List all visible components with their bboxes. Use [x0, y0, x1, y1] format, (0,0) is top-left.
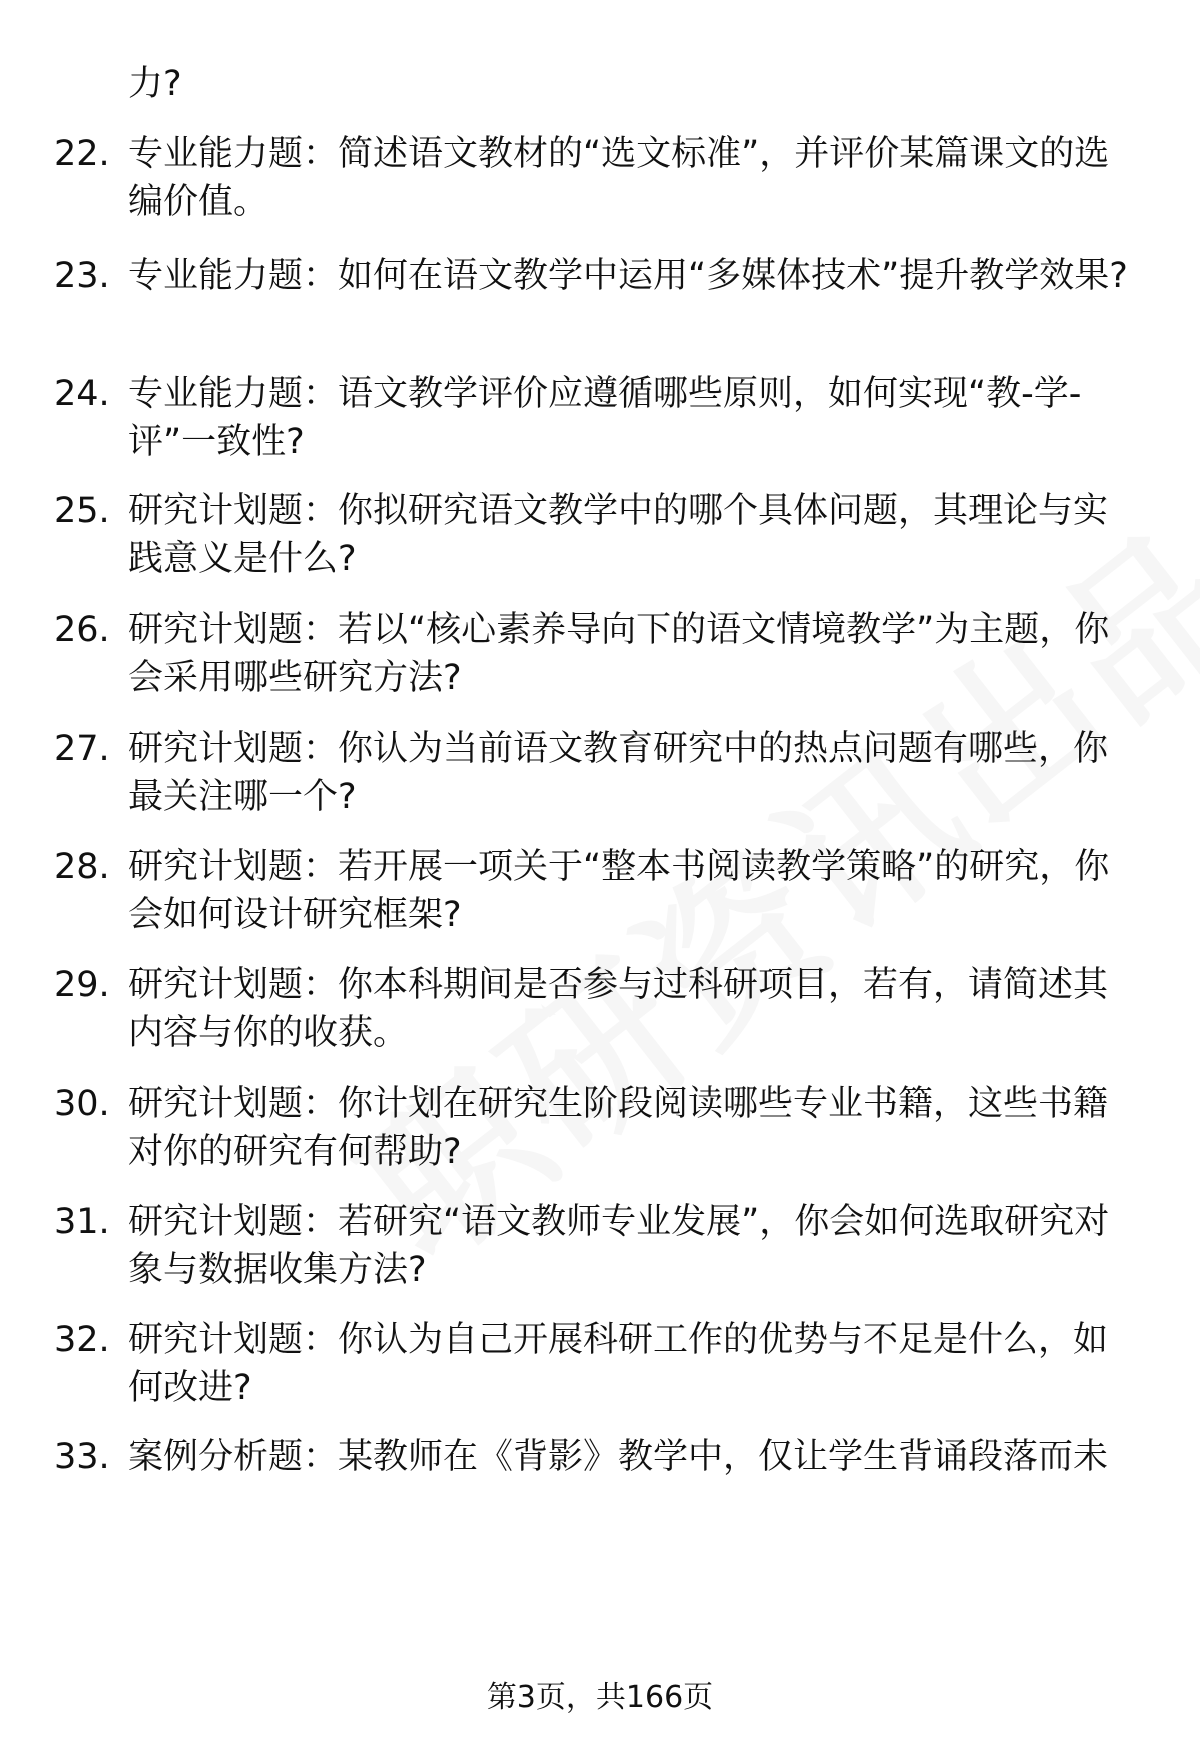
- question-text: 专业能力题：简述语文教材的“选文标准”，并评价某篇课文的选编价值。: [128, 134, 1110, 222]
- question-number: 32.: [54, 1320, 110, 1360]
- question-text: 研究计划题：你认为自己开展科研工作的优势与不足是什么，如何改进?: [128, 1320, 1109, 1408]
- question-number: 31.: [54, 1202, 110, 1242]
- question-text: 专业能力题：语文教学评价应遵循哪些原则，如何实现“教-学-评”一致性?: [128, 374, 1082, 462]
- question-number: 26.: [54, 610, 110, 650]
- page-footer: 第3页，共166页: [486, 1680, 714, 1715]
- question-text: 研究计划题：你本科期间是否参与过科研项目，若有，请简述其内容与你的收获。: [128, 965, 1109, 1053]
- question-number: 24.: [54, 374, 110, 414]
- question-number: 28.: [54, 847, 110, 887]
- question-number: 27.: [54, 729, 110, 769]
- question-text: 案例分析题：某教师在《背影》教学中，仅让学生背诵段落而未: [128, 1437, 1109, 1477]
- question-number: 29.: [54, 965, 110, 1005]
- question-number: 30.: [54, 1084, 110, 1124]
- question-text: 研究计划题：你计划在研究生阶段阅读哪些专业书籍，这些书籍对你的研究有何帮助?: [128, 1084, 1109, 1172]
- question-text: 专业能力题：如何在语文教学中运用“多媒体技术”提升教学效果?: [128, 256, 1128, 296]
- continuation-text: 力?: [128, 64, 182, 104]
- question-number: 23.: [54, 256, 110, 296]
- question-text: 研究计划题：你认为当前语文教育研究中的热点问题有哪些，你最关注哪一个?: [128, 729, 1109, 817]
- question-text: 研究计划题：若以“核心素养导向下的语文情境教学”为主题，你会采用哪些研究方法?: [128, 610, 1110, 698]
- question-text: 研究计划题：若研究“语文教师专业发展”，你会如何选取研究对象与数据收集方法?: [128, 1202, 1110, 1290]
- question-text: 研究计划题：若开展一项关于“整本书阅读教学策略”的研究，你会如何设计研究框架?: [128, 847, 1110, 935]
- question-number: 22.: [54, 134, 110, 174]
- question-number: 33.: [54, 1437, 110, 1477]
- question-text: 研究计划题：你拟研究语文教学中的哪个具体问题，其理论与实践意义是什么?: [128, 491, 1109, 579]
- question-number: 25.: [54, 491, 110, 531]
